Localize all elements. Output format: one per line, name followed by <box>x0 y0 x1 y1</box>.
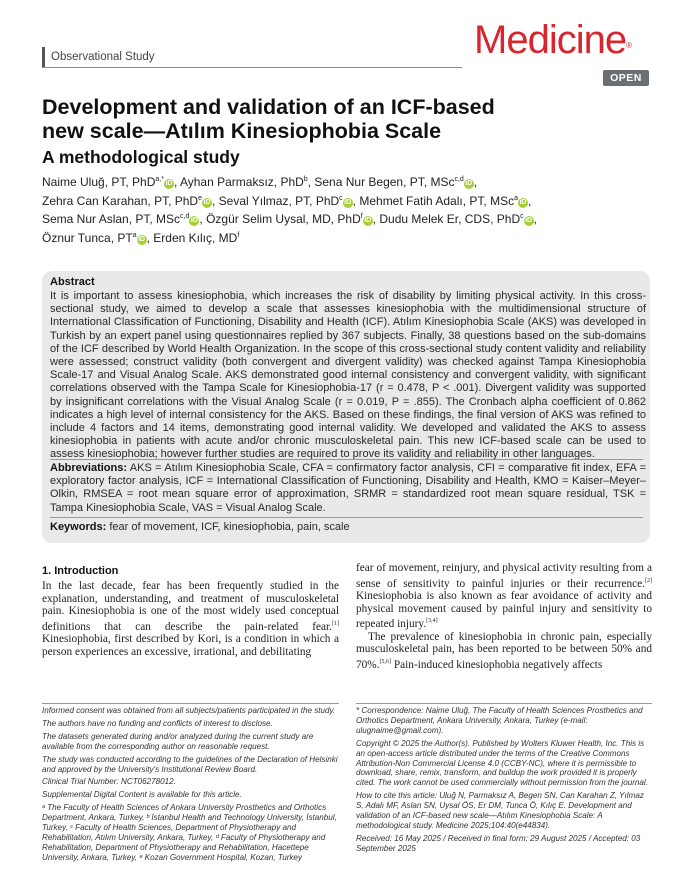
affiliation-marker: e <box>198 194 202 202</box>
intro-paragraph-1: In the last decade, fear has been frequently studied in the explanation, understanding, and treatment of musculoskeletal pain. Kinesiophobia is one of the most widely used conceptual definitions that can describe the pain-related fear.[1] Kinesiophobia, first described by Kori, is a condition in which a person experiences an excessive, irrational, and debilitating <box>42 580 339 658</box>
abbreviations-text: AKS = Atılım Kinesiophobia Scale, CFA = confirmatory factor analysis, CFI = comparative fit index, EFA = exploratory factor analysis, ICF = International Classification of Functioning, Disability and Health, KMO = Kaiser–Meyer–Olkin, RMSEA = root mean square error of approximation, SRMR = standardized root mean square residual, TSK = Tampa Kinesiophobia Scale, VAS = Visual Analog Scale. <box>50 462 647 514</box>
footnote: How to cite this article: Uluğ N, Parmaksız A, Begen SN, Can Karahan Z, Yılmaz S, Adalı MF, Aslan SN, Uysal ÖS, Er DM, Tunca Ö, Kılıç E. Development and validation of an ICF-based new scale—Atılım Kinesiophobia Scale: A methodological study. Medicine 2025;104:40(e44834). <box>356 791 644 830</box>
author[interactable] <box>206 212 373 226</box>
keywords-divider <box>50 517 643 518</box>
intro-paragraph-2: The prevalence of kinesiophobia in chronic pain, especially musculoskeletal pain, has been reported to be between 50% and 70%.[5,6] Pain-induced kinesiophobia negatively affects <box>356 630 652 671</box>
header-divider <box>42 67 462 68</box>
affiliation-marker: c,d <box>180 213 190 221</box>
footnote: Informed consent was obtained from all subjects/patients participated in the study. <box>42 706 336 715</box>
author-name: Naime Uluğ, PT, PhD <box>42 175 156 189</box>
abstract-divider <box>50 459 643 460</box>
affiliation-marker: a <box>132 231 137 239</box>
article-title <box>42 95 642 143</box>
orcid-icon[interactable]: iD <box>165 180 173 187</box>
author[interactable] <box>314 175 473 189</box>
affiliation-marker: c,d <box>454 176 464 183</box>
author-name: Ayhan Parmaksız, PhD <box>179 175 304 189</box>
keywords-label: Keywords: <box>50 521 107 533</box>
author-name: Özgür Selim Uysal, MD, PhD <box>206 212 361 227</box>
author[interactable] <box>42 231 147 245</box>
author[interactable] <box>180 175 308 189</box>
footnote-divider-left <box>42 703 339 704</box>
abstract-text: It is important to assess kinesiophobia, which increases the risk of disability by limiting physical activity. In this cross-sectional study, we aimed to develop a scale that assesses kinesiophobia with the multidimensional structure of International Classification of Functioning, Disability and Health (ICF). Atılım Kinesiophobia Scale (AKS) was developed in Turkish by an expert panel using questionnaires replied by 367 subjects. Finally, 38 questions based on the sub-domains of the ICF described by World Health Organization. In the scope of this cross-sectional study content validity and reliability were assessed; construct validity (both convergent and divergent validity) was checked against Tampa Kinesiophobia Scale-17 and Visual Analog Scale. AKS demonstrated good internal consistency and convergent validity, with significant correlations observed with the Tampa Scale for Kinesiophobia-17 (r = 0.478, P < .001). Divergent validity was supported by insignificant correlations with the Visual Analog Scale (r = 0.019, P = .855). The Cronbach alpha coefficient of 0.862 indicates a high level of internal consistency for the AKS. Based on these findings, the final version of AKS was refined to include 4 factors and 14 items, demonstrating good internal validity. We developed and validated the AKS to assess kinesiophobia in patients with acute and/or chronic musculoskeletal pain. This new ICF-based scale can be used to assess kinesiophobia; however further studies are required to prove its validity and reliability in other languages. <box>50 290 646 461</box>
body-column-left <box>42 580 339 658</box>
author[interactable] <box>153 231 239 245</box>
registered-mark: ® <box>626 41 631 50</box>
author[interactable] <box>42 212 199 226</box>
title-line-1: Development and validation of an ICF-based <box>42 95 495 119</box>
footnote: Copyright © 2025 the Author(s). Published by Wolters Kluwer Health, Inc. This is an open-access article distributed under the terms of the Creative Commons Attribution-Non Commercial License 4.0 (CCBY-NC), where it is permissible to download, share, remix, transform, and buildup the work provided it is properly cited. The work cannot be used commercially without permission from the journal. <box>356 738 648 788</box>
footnote: Supplemental Digital Content is available for this article. <box>42 790 242 800</box>
author[interactable] <box>42 194 212 208</box>
affiliation-marker: a <box>514 194 518 202</box>
keywords-text: fear of movement, ICF, kinesiophobia, pain, scale <box>109 521 350 533</box>
footnote: The study was conducted according to the guidelines of the Declaration of Helsinki and approved by the University's Institutional Review Board. <box>42 754 338 774</box>
affiliation-marker: a,* <box>155 176 164 183</box>
title-line-2: new scale—Atılım Kinesiophobia Scale <box>42 119 442 143</box>
orcid-icon[interactable]: iD <box>190 217 198 225</box>
orcid-icon[interactable]: iD <box>519 198 527 206</box>
orcid-icon[interactable]: iD <box>203 198 211 206</box>
abbreviations-label: Abbreviations: <box>50 462 128 474</box>
affiliation-marker: c <box>339 194 343 202</box>
author-name: Dudu Melek Er, CDS, PhD <box>379 212 521 227</box>
author[interactable] <box>359 194 528 208</box>
open-access-badge: OPEN <box>603 70 649 86</box>
footnote: Clinical Trial Number: NCT06278012. <box>42 777 176 787</box>
footnotes-right <box>356 706 652 857</box>
intro-paragraph-1-cont: fear of movement, reinjury, and physical activity resulting from a sense of sensitivity to painful injuries or their recurrence.[2] Kinesiophobia is also known as fear avoidance of activity and physical movement caused by painful injury and sensitivity to repeated injury.[3,4] <box>356 562 652 630</box>
footnote: * Correspondence: Naime Uluğ, The Faculty of Health Sciences Prosthetics and Orthotics Department, Ankara University, Ankara, Turkey (e-mail: ulugnaime@gmail.com). <box>356 706 643 735</box>
author-name: Mehmet Fatih Adalı, PT, MSc <box>359 193 515 208</box>
author[interactable] <box>42 175 174 189</box>
affiliation-marker: c <box>520 213 524 221</box>
orcid-icon[interactable]: iD <box>364 217 372 225</box>
footnote-divider-right <box>356 703 652 704</box>
journal-logo[interactable] <box>474 18 631 62</box>
orcid-icon[interactable]: iD <box>465 180 473 187</box>
abstract-heading: Abstract <box>50 276 95 288</box>
orcid-icon[interactable]: iD <box>525 217 533 225</box>
footnote: The datasets generated during and/or analyzed during the current study are available from the corresponding author on reasonable request. <box>42 731 314 751</box>
footnotes-left <box>42 706 339 866</box>
author[interactable] <box>379 212 533 226</box>
article-subtitle: A methodological study <box>42 147 240 167</box>
author-name: Sena Nur Begen, PT, MSc <box>314 175 455 189</box>
author-name: Öznur Tunca, PT <box>42 230 133 245</box>
orcid-icon[interactable]: iD <box>344 198 352 206</box>
affiliation-marker: f <box>237 231 240 239</box>
journal-name: Medicine <box>474 18 627 62</box>
author[interactable] <box>219 194 353 208</box>
section-label: Observational Study <box>42 47 155 67</box>
orcid-icon[interactable]: iD <box>138 235 146 243</box>
footnote: ᵃ The Faculty of Health Sciences of Ankara University Prosthetics and Orthotics Department, Ankara, Turkey, ᵇ İstanbul Health and Technology University, İstanbul, Turkey, ᶜ Faculty of Health Sciences, Department of Physiotherapy and Rehabilitation, Atılım University, Ankara, Turkey, ᵈ Faculty of Physiotherapy and Rehabilitation, Department of Physiotherapy and Rehabilitation, Hacettepe University, Ankara, Turkey, ᵉ Kozan Government Hospital, Kozan, Turkey <box>42 803 337 862</box>
author-name: Seval Yılmaz, PT, PhD <box>218 193 340 208</box>
footnote: The authors have no funding and conflicts of interest to disclose. <box>42 718 273 728</box>
abbreviations <box>50 462 646 515</box>
affiliation-marker: f <box>360 213 363 221</box>
body-column-right <box>356 562 652 671</box>
keywords <box>50 521 646 533</box>
author-name: Zehra Can Karahan, PT, PhD <box>42 193 199 208</box>
author-name: Sema Nur Aslan, PT, MSc <box>42 212 181 227</box>
footnote: Received: 16 May 2025 / Received in final form: 29 August 2025 / Accepted: 03 September 2025 <box>356 833 641 853</box>
author-list: Naime Uluğ, PT, PhD$^{a,*}$iD , Ayhan Parmaksız, PhD$^b$, Sena Nur Begen, PT, MSc$^{c,d}$iD , Zehra Can Karahan, PT, PhD$^e$iD , Seval Yılmaz, PT, PhD$^c$iD , Mehmet Fatih Adalı, PT, MSc$^a$iD , Sema Nur Aslan, PT, MSc$^{c,d}$iD , Özgür Selim Uysal, MD, PhD$^f$iD , Dudu Melek Er, CDS, PhD$^c$iD , Öznur Tunca, $PT^aiD$ , Erden Kılıç, $MD^f$ <box>42 175 537 245</box>
author-name: Erden Kılıç, MD <box>153 230 238 245</box>
section-heading-introduction: 1. Introduction <box>42 565 119 577</box>
affiliation-marker: b <box>303 176 308 183</box>
